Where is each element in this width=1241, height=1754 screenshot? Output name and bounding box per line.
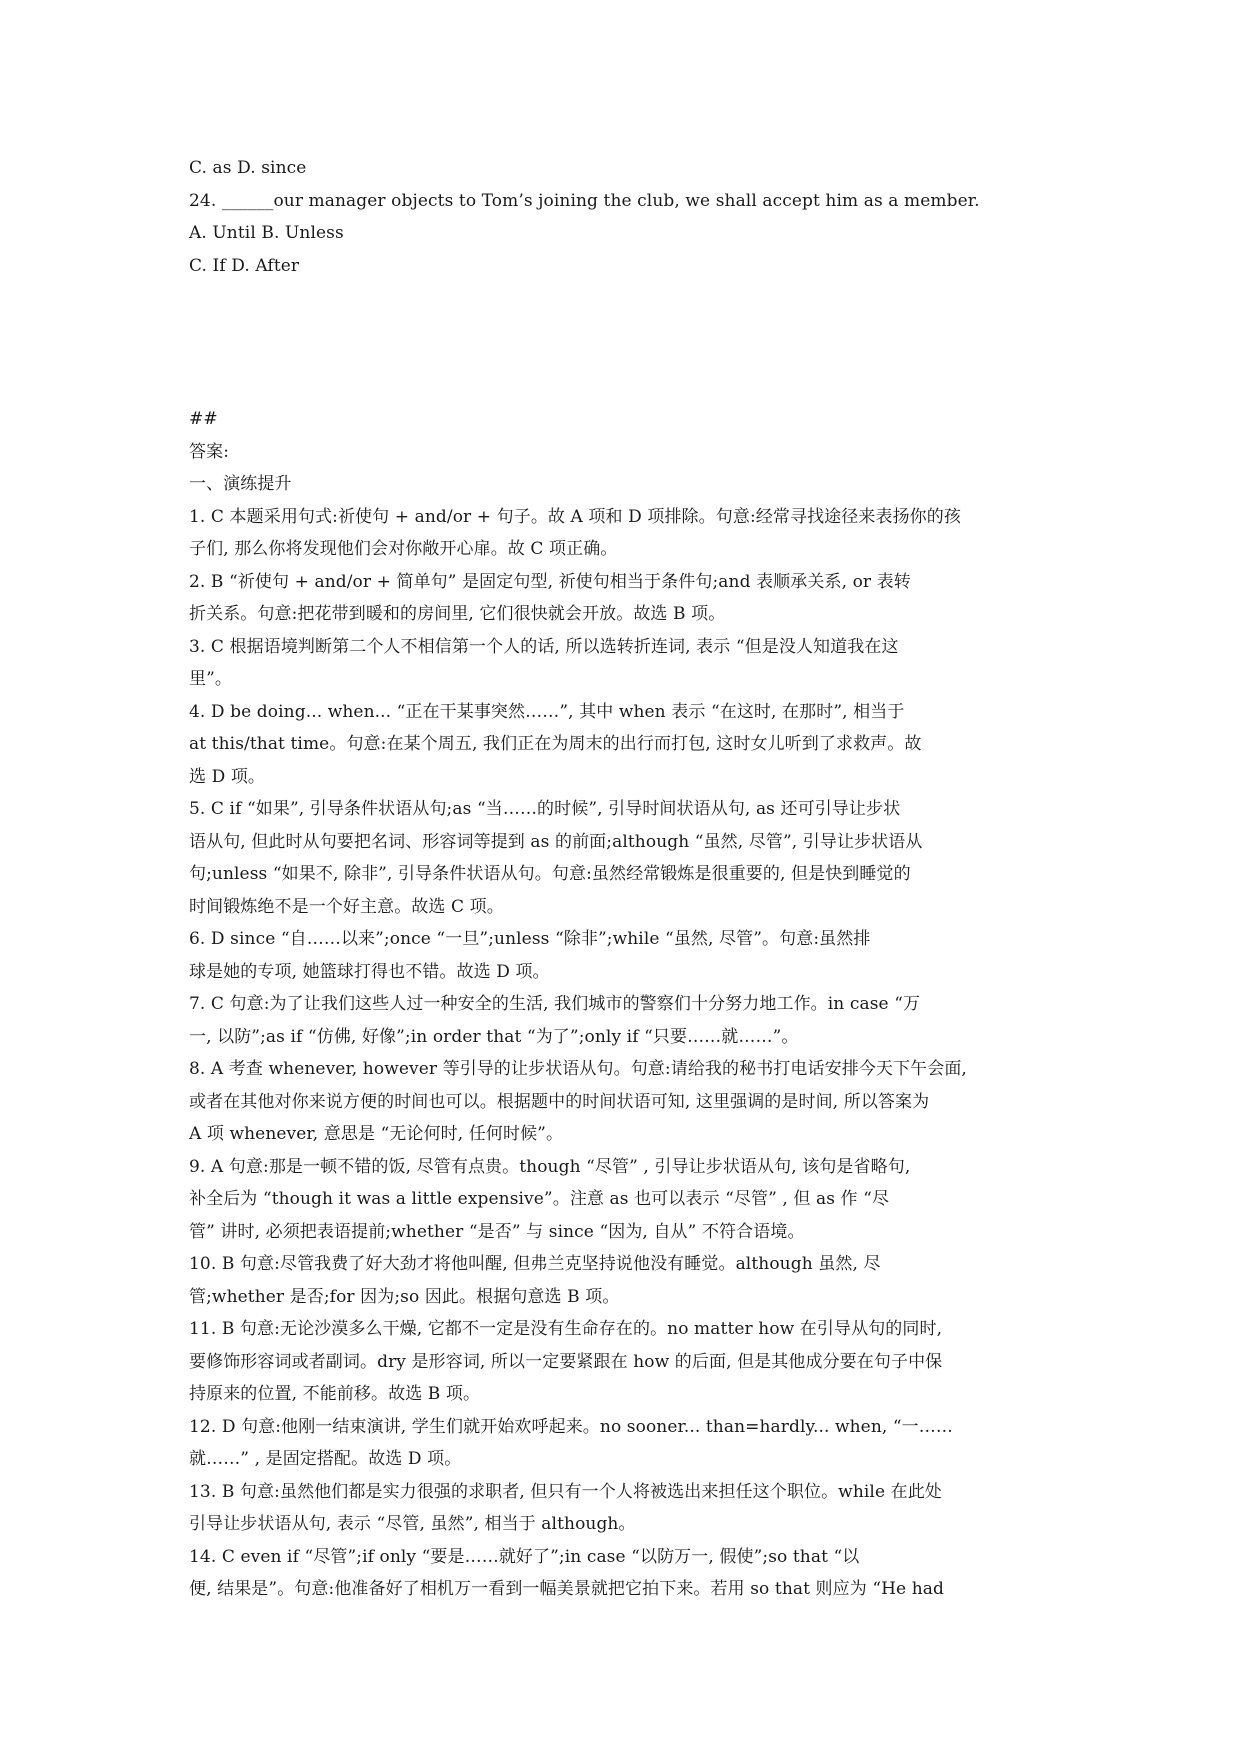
answer-line: 持原来的位置, 不能前移。故选 B 项。 xyxy=(189,1384,481,1404)
answer-line: 或者在其他对你来说方便的时间也可以。根据题中的时间状语可知, 这里强调的是时间, 所以答案为 xyxy=(189,1091,930,1112)
answer-line: 10. B 句意:尽管我费了好大劲才将他叫醒, 但弗兰克坚持说他没有睡觉。although 虽然, 尽 xyxy=(189,1254,881,1274)
answer-line: 引导让步状语从句, 表示 “尽管, 虽然”, 相当于 although。 xyxy=(189,1514,636,1534)
question-line: C. If D. After xyxy=(189,255,300,276)
answer-line: 4. D be doing... when... “正在干某事突然……”, 其中 when 表示 “在这时, 在那时”, 相当于 xyxy=(189,701,905,722)
answer-line: 9. A 句意:那是一顿不错的饭, 尽管有点贵。though “尽管” , 引导让步状语从句, 该句是省略句, xyxy=(189,1156,911,1177)
question-line: A. Until B. Unless xyxy=(189,223,344,243)
answer-line: 球是她的专项, 她篮球打得也不错。故选 D 项。 xyxy=(189,961,550,982)
answer-line: 一, 以防”;as if “仿佛, 好像”;in order that “为了”;only if “只要……就……”。 xyxy=(189,1026,799,1047)
answer-line: 要修饰形容词或者副词。dry 是形容词, 所以一定要紧跟在 how 的后面, 但是其他成分要在句子中保 xyxy=(189,1351,943,1372)
answer-line: 5. C if “如果”, 引导条件状语从句;as “当……的时候”, 引导时间状语从句, as 还可引导让步状 xyxy=(189,799,901,819)
answer-line: 14. C even if “尽管”;if only “要是……就好了”;in case “以防万一, 假使”;so that “以 xyxy=(189,1546,860,1567)
answer-line: 7. C 句意:为了让我们这些人过一种安全的生活, 我们城市的警察们十分努力地工作。in case “万 xyxy=(189,994,921,1014)
answer-line: 2. B “祈使句 + and/or + 简单句” 是固定句型, 祈使句相当于条件句;and 表顺承关系, or 表转 xyxy=(189,571,911,592)
answer-line: 里”。 xyxy=(189,669,232,689)
answer-line: 就……” , 是固定搭配。故选 D 项。 xyxy=(189,1449,462,1469)
question-line: 24. ______our manager objects to Tom’s joining the club, we shall accept him as a member. xyxy=(189,190,980,211)
answer-line: 12. D 句意:他刚一结束演讲, 学生们就开始欢呼起来。no sooner... than=hardly... when, “一…… xyxy=(189,1416,953,1437)
answer-line: 语从句, 但此时从句要把名词、形容词等提到 as 的前面;although “虽然, 尽管”, 引导让步状语从 xyxy=(189,831,923,852)
answer-line: 1. C 本题采用句式:祈使句 + and/or + 句子。故 A 项和 D 项排除。句意:经常寻找途径来表扬你的孩 xyxy=(189,506,961,527)
answer-line: 选 D 项。 xyxy=(189,766,266,787)
answer-line: 管” 讲时, 必须把表语提前;whether “是否” 与 since “因为, 自从” 不符合语境。 xyxy=(189,1221,805,1242)
question-options-block xyxy=(189,152,1069,282)
answer-key-block xyxy=(189,403,1069,1606)
answer-line: 补全后为 “though it was a little expensive”。注意 as 也可以表示 “尽管” , 但 as 作 “尽 xyxy=(189,1189,890,1209)
answer-line: 时间锻炼绝不是一个好主意。故选 C 项。 xyxy=(189,896,504,917)
section-marker: ## xyxy=(189,409,218,429)
section-title: 一、演练提升 xyxy=(189,474,292,494)
answer-line: A 项 whenever, 意思是 “无论何时, 任何时候”。 xyxy=(189,1124,564,1144)
answer-line: at this/that time。句意:在某个周五, 我们正在为周末的出行而打包, 这时女儿听到了求救声。故 xyxy=(189,734,922,754)
answer-line: 子们, 那么你将发现他们会对你敞开心扉。故 C 项正确。 xyxy=(189,539,618,559)
answer-line: 11. B 句意:无论沙漠多么干燥, 它都不一定是没有生命存在的。no matter how 在引导从句的同时, xyxy=(189,1319,943,1339)
answers-heading: 答案: xyxy=(189,441,230,462)
answer-line: 8. A 考查 whenever, however 等引导的让步状语从句。句意:请给我的秘书打电话安排今天下午会面, xyxy=(189,1059,967,1079)
answer-line: 6. D since “自……以来”;once “一旦”;unless “除非”;while “虽然, 尽管”。句意:虽然排 xyxy=(189,929,871,949)
answer-line: 句;unless “如果不, 除非”, 引导条件状语从句。句意:虽然经常锻炼是很重要的, 但是快到睡觉的 xyxy=(189,864,911,884)
answer-line: 折关系。句意:把花带到暖和的房间里, 它们很快就会开放。故选 B 项。 xyxy=(189,604,726,624)
answer-line: 管;whether 是否;for 因为;so 因此。根据句意选 B 项。 xyxy=(189,1286,620,1307)
answer-line: 3. C 根据语境判断第二个人不相信第一个人的话, 所以选转折连词, 表示 “但是没人知道我在这 xyxy=(189,636,899,657)
question-line: C. as D. since xyxy=(189,158,307,178)
answer-line: 13. B 句意:虽然他们都是实力很强的求职者, 但只有一个人将被选出来担任这个职位。while 在此处 xyxy=(189,1481,942,1502)
answer-line: 便, 结果是”。句意:他准备好了相机万一看到一幅美景就把它拍下来。若用 so that 则应为 “He had xyxy=(189,1579,944,1599)
